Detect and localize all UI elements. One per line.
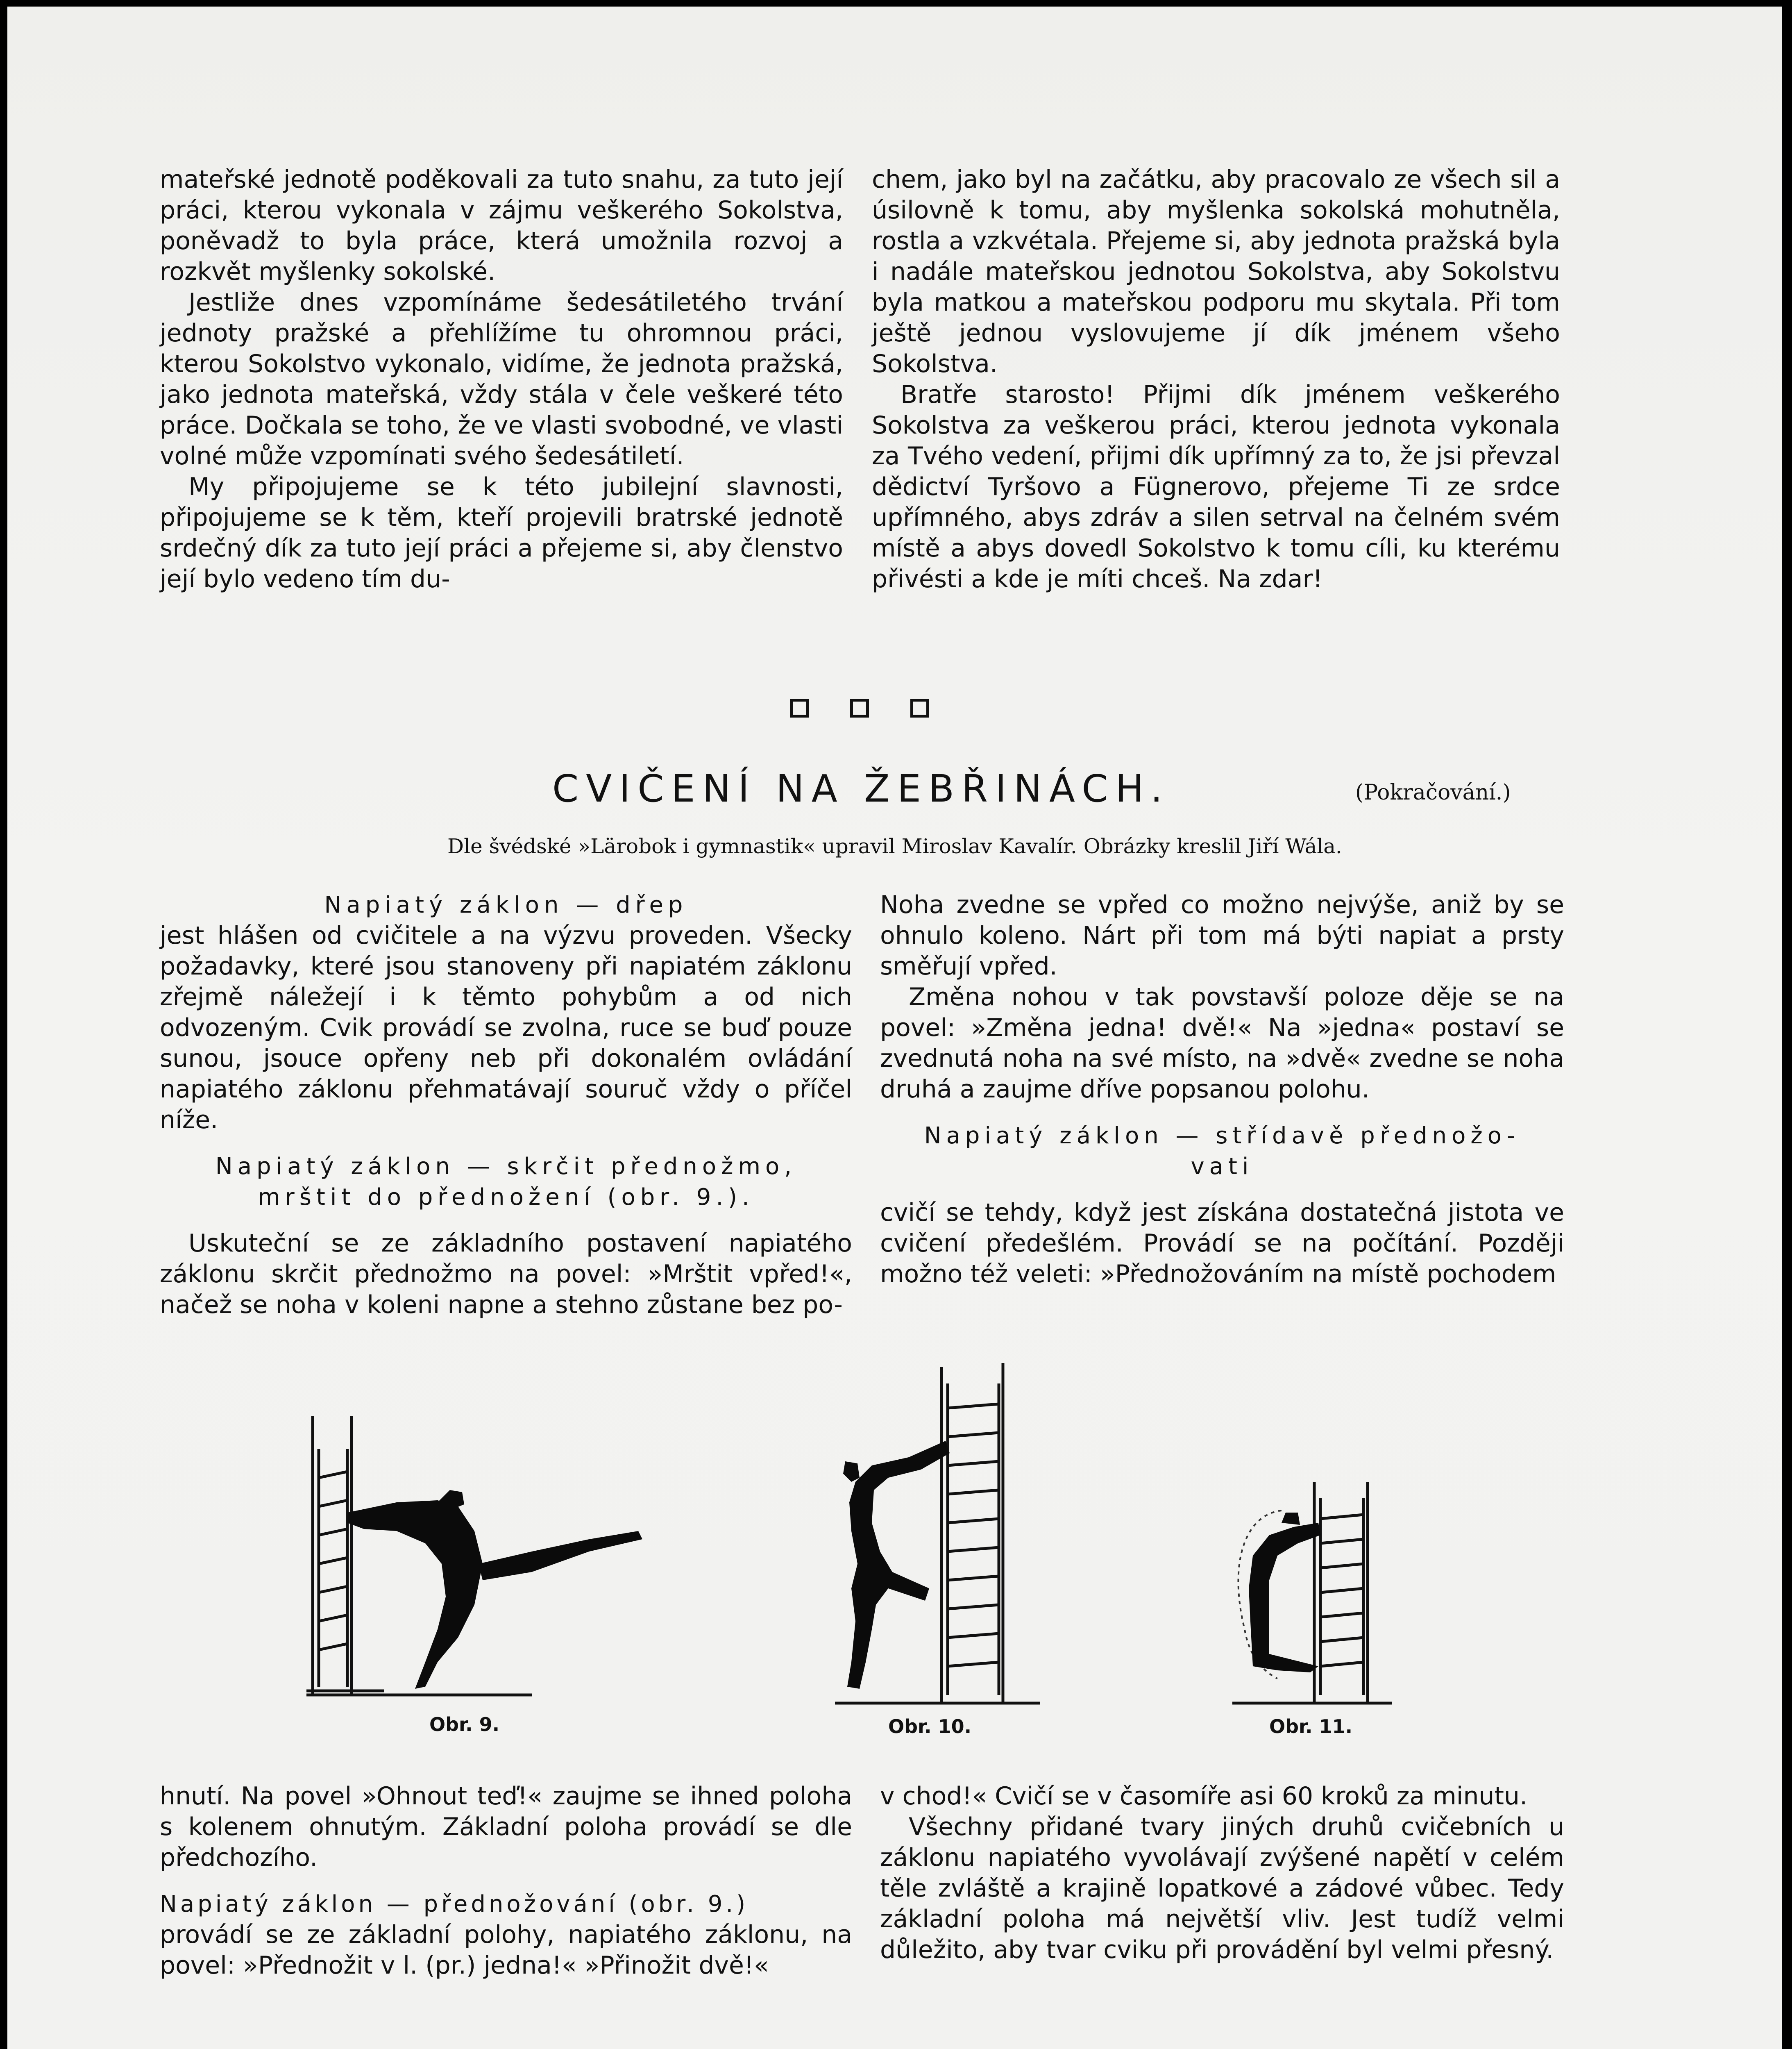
paragraph: Jestliže dnes vzpomínáme šedesátiletého trvání jednoty pražské a přehlížíme tu ohromnou práci, kterou Sokolstvo vykonalo, vidíme, že jednota pražská, jako jednota mateřská, vždy stála v čele veškeré této práce. Dočkala se toho, že ve vlasti svobodné, ve vlasti volné může vzpomínati svého šedesátiletí.: [160, 288, 843, 470]
bottom-left-column: [160, 1781, 852, 1981]
paragraph: Noha zvedne se vpřed co možno nejvýše, aniž by se ohnulo koleno. Nárt při tom má býti napiat a prsty směřují vpřed.: [880, 890, 1564, 981]
gymnast-silhouette: [843, 1441, 950, 1689]
separator-box: [790, 699, 809, 718]
figure-9-caption: Obr. 9.: [429, 1713, 500, 1736]
top-left-column: [160, 164, 843, 595]
figure-10-illustration: [827, 1359, 1056, 1711]
paragraph: mateřské jednotě poděkovali za tuto snahu, za tuto její práci, kterou vykonala v zájmu veškerého Sokolstva, poněvadž to byla práce, která umožnila rozvoj a rozkvět myšlenky sokolské.: [160, 165, 843, 286]
figure-10-caption: Obr. 10.: [888, 1715, 972, 1738]
exercise-heading: mrštit do přednožení (obr. 9.).: [258, 1184, 754, 1211]
exercise-heading: Napiatý záklon — skrčit přednožmo,: [215, 1153, 797, 1180]
gymnast-silhouette: [347, 1490, 642, 1689]
figure-9-illustration: [302, 1408, 671, 1703]
paragraph: Bratře starosto! Přijmi dík jménem veškerého Sokolstva za veškerou práci, kterou jednota vykonala za Tvého vedení, přijmi dík upřímný za to, že jsi převzal dědictví Tyršovo a Fügnerovo, přejeme Ti ze srdce upřímného, abys zdráv a silen setrval na čelném svém místě a abys dovedl Sokolstvo k tomu cíli, ku kterému přivésti a kde je míti chceš. Na zdar!: [872, 380, 1560, 593]
article-title: CVIČENÍ NA ŽEBŘINÁCH.: [552, 767, 1170, 811]
paragraph: provádí se ze základní polohy, napiatého záklonu, na povel: »Přednožit v l. (pr.) jedna!« »Přinožit dvě!«: [160, 1920, 852, 1980]
separator-box: [850, 699, 869, 718]
separator-box: [910, 699, 929, 718]
mid-right-column: [880, 890, 1564, 1290]
top-right-column: [872, 164, 1560, 595]
section-separator: [790, 696, 929, 721]
paragraph: Změna nohou v tak povstavší poloze děje se na povel: »Změna jedna! dvě!« Na »jedna« postaví se zvednutá noha na své místo, na »dvě« zvedne se noha druhá a zaujme dříve popsanou polohu.: [880, 983, 1564, 1104]
figure-11-caption: Obr. 11.: [1269, 1715, 1353, 1738]
figure-11-illustration: [1220, 1474, 1404, 1711]
paragraph: Uskuteční se ze základního postavení napiatého záklonu skrčit přednožmo na povel: »Mrštit vpřed!«, načež se noha v koleni napne a stehno zůstane bez po-: [160, 1229, 852, 1319]
exercise-heading: Napiatý záklon — střídavě přednožo-: [924, 1122, 1520, 1149]
paragraph: Všechny přidané tvary jiných druhů cvičebních u záklonu napiatého vyvolávají zvýšené napětí v celém těle zvláště a krajině lopatkové a zádové vůbec. Tedy základní poloha má největší vliv. Jest tudíž velmi důležito, aby tvar cviku při provádění byl velmi přesný.: [880, 1813, 1564, 1964]
paragraph: v chod!« Cvičí se v časomíře asi 60 kroků za minutu.: [880, 1782, 1528, 1810]
mid-left-column: [160, 890, 852, 1320]
article-byline: Dle švédské »Lärobok i gymnastik« upravil Miroslav Kavalír. Obrázky kreslil Jiří Wála.: [447, 834, 1342, 858]
exercise-heading: Napiatý záklon — přednožování (obr. 9.): [160, 1891, 749, 1917]
bottom-right-column: [880, 1781, 1564, 1965]
continued-note: (Pokračování.): [1355, 780, 1511, 805]
paragraph: cvičí se tehdy, když jest získána dostatečná jistota ve cvičení předešlém. Provádí se na počítání. Později možno též veleti: »Přednožováním na místě pochodem: [880, 1198, 1564, 1288]
paragraph: chem, jako byl na začátku, aby pracovalo ze všech sil a úsilovně k tomu, aby myšlenka sokolská mohutněla, rostla a vzkvétala. Přejeme si, aby jednota pražská byla i nadále mateřskou jednotou Sokolstva, aby Sokolstvu byla matkou a mateřskou podporu mu skytala. Při tom ještě jednou vyslovujeme jí dík jménem všeho Sokolstva.: [872, 165, 1560, 378]
exercise-heading: vati: [1191, 1153, 1254, 1180]
paragraph: jest hlášen od cvičitele a na výzvu proveden. Všecky požadavky, které jsou stanoveny při napiatém záklonu zřejmě náležejí i k těmto pohybům a od nich odvozeným. Cvik provádí se zvolna, ruce se buď pouze sunou, jsouce opřeny neb při dokonalém ovládání napiatého záklonu přehmatávají souruč vždy o příčel níže.: [160, 921, 852, 1134]
gymnast-silhouette: [1249, 1513, 1320, 1672]
paragraph: My připojujeme se k této jubilejní slavnosti, připojujeme se k těm, kteří projevili bratrské jednotě srdečný dík za tuto její práci a přejeme si, aby členstvo její bylo vedeno tím du-: [160, 472, 843, 593]
wall-bars: [306, 1416, 532, 1695]
exercise-heading: Napiatý záklon — dřep: [324, 892, 688, 918]
paragraph: hnutí. Na povel »Ohnout teď!« zaujme se ihned poloha s kolenem ohnutým. Základní poloha provádí se dle předchozího.: [160, 1782, 852, 1872]
scanned-page: [7, 7, 1782, 2049]
